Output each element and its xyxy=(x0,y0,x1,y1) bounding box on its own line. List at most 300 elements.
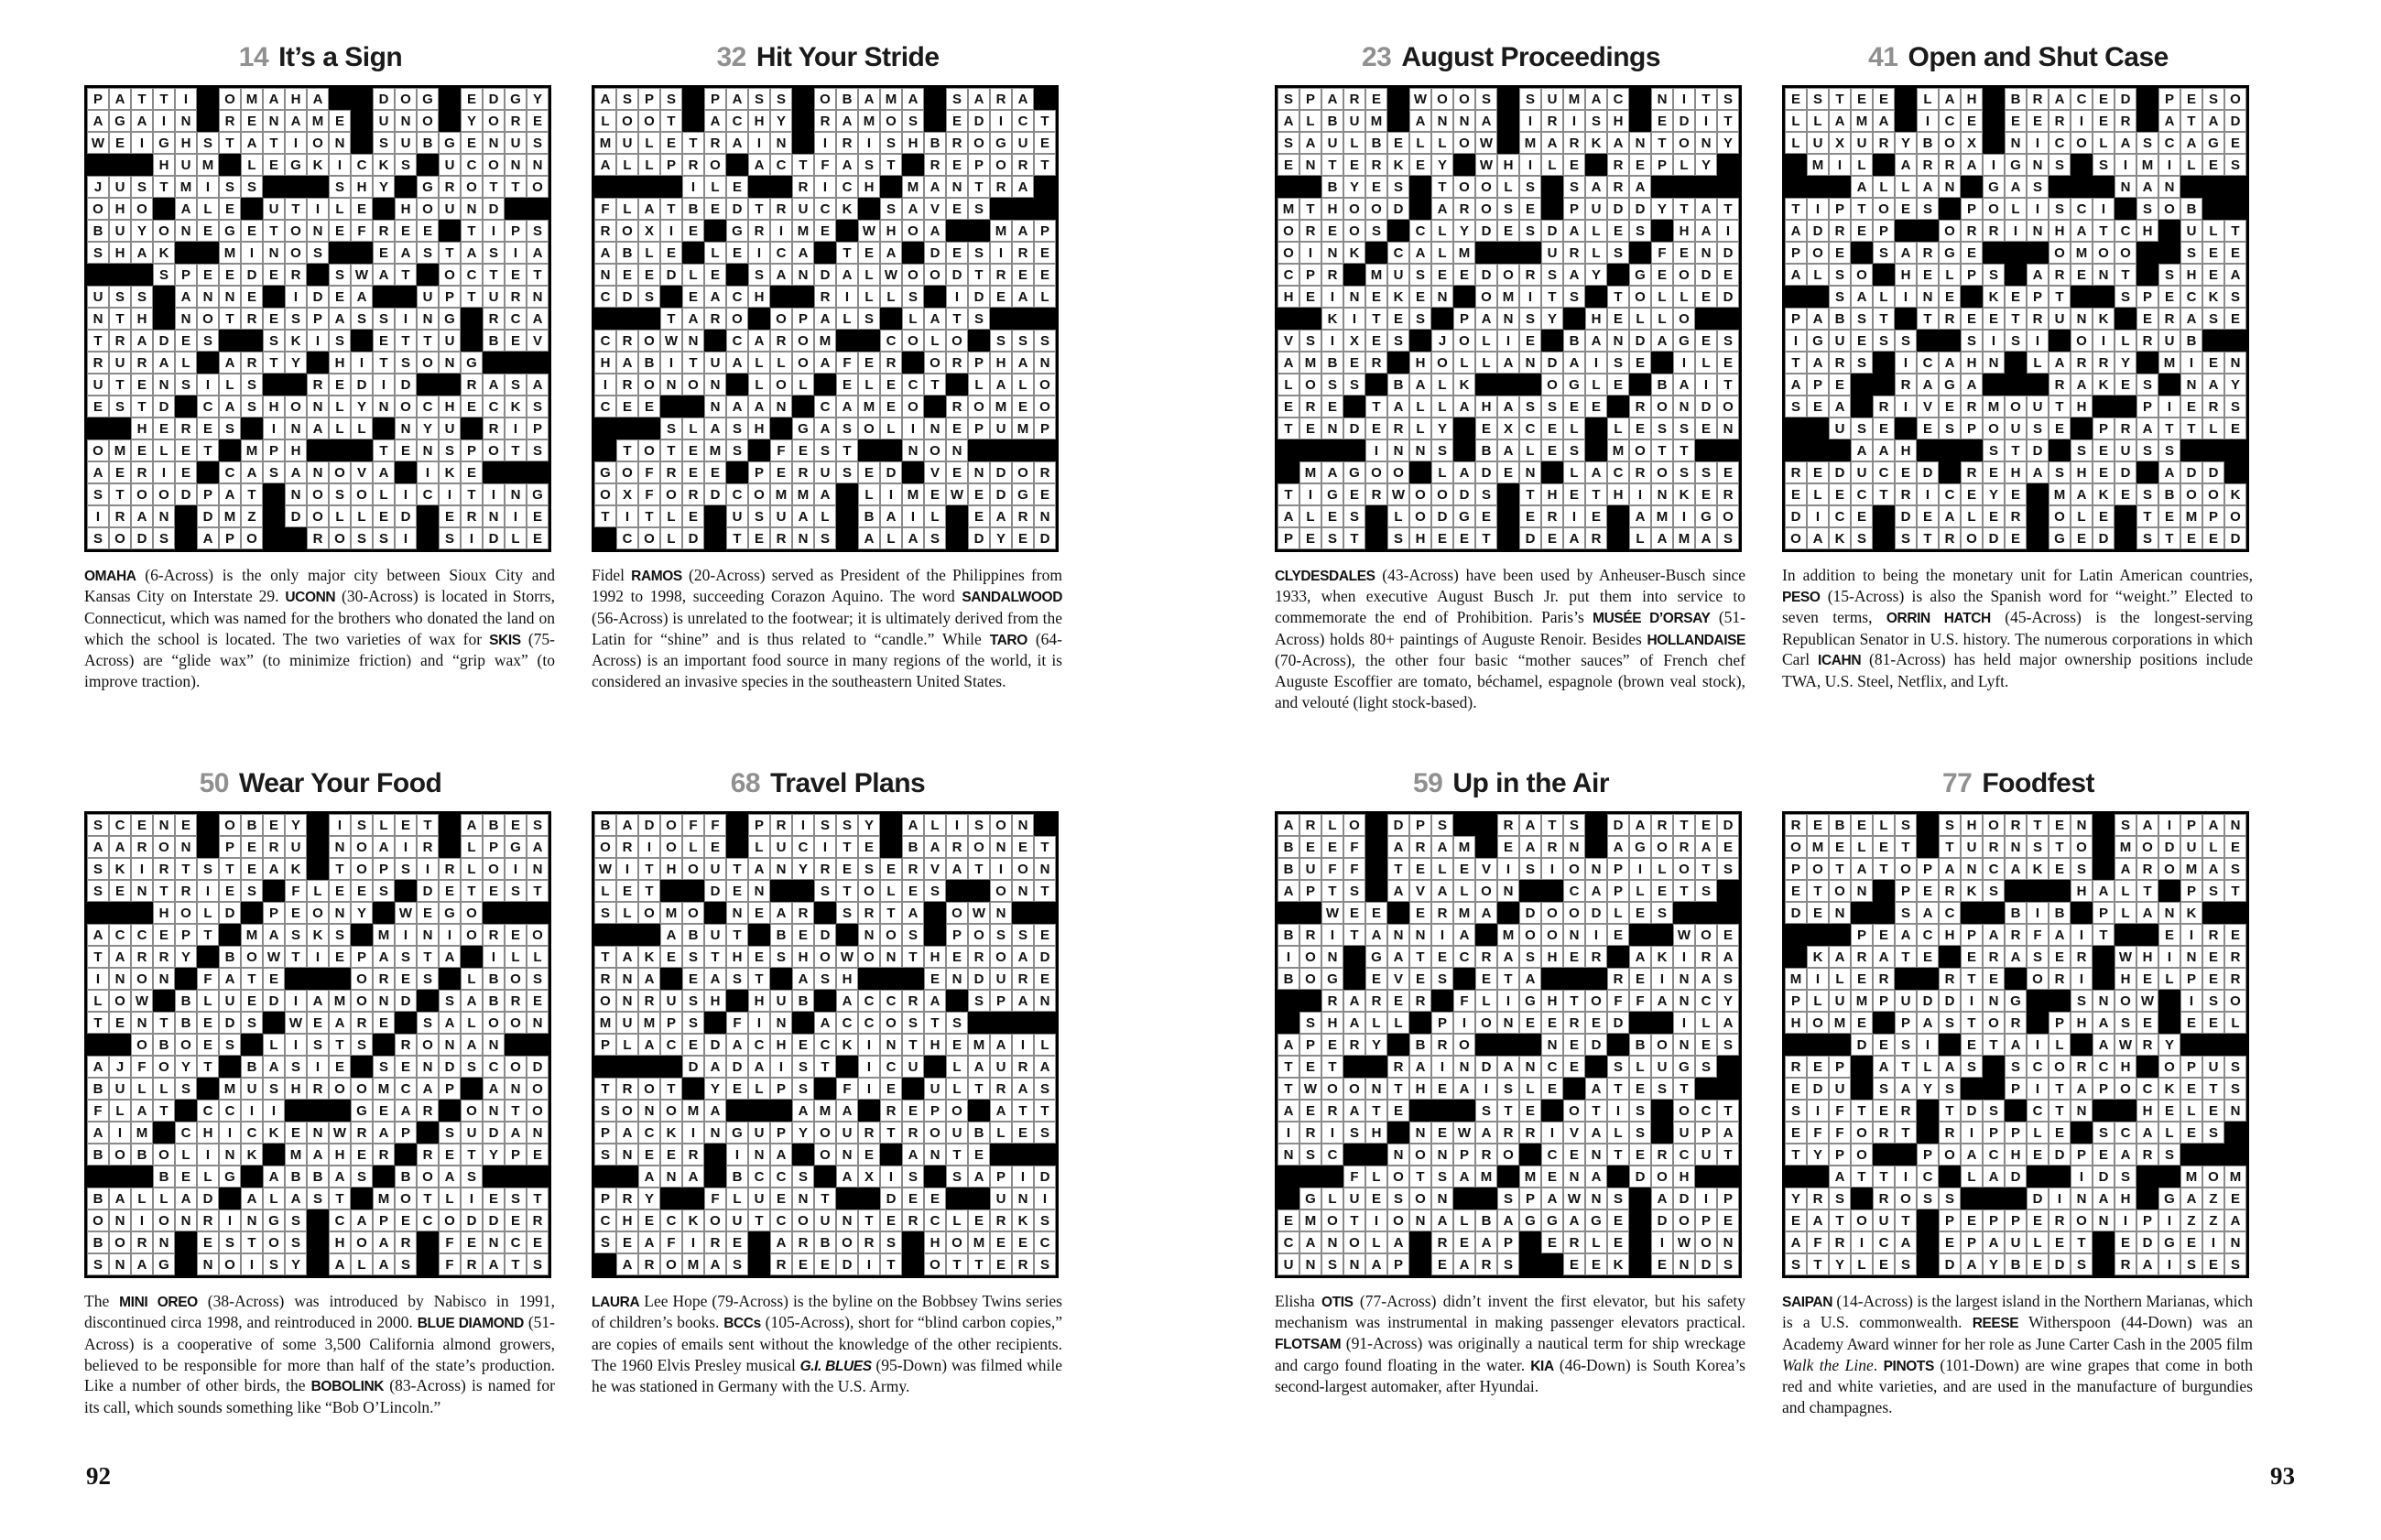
black-square xyxy=(175,505,197,527)
letter-cell: S xyxy=(241,396,263,418)
letter-cell: T xyxy=(1851,1100,1873,1122)
letter-cell: C xyxy=(858,1012,880,1034)
letter-cell: W xyxy=(660,330,682,352)
letter-cell: T xyxy=(1277,483,1299,505)
letter-cell: E xyxy=(461,132,483,154)
letter-cell: O xyxy=(1651,836,1673,858)
letter-cell: A xyxy=(1387,880,1409,902)
letter-cell: E xyxy=(329,374,351,396)
letter-cell: S xyxy=(2049,154,2071,176)
letter-cell: H xyxy=(109,198,131,220)
letter-cell: N xyxy=(153,968,175,990)
letter-cell: N xyxy=(395,110,417,132)
letter-cell: I xyxy=(836,286,858,308)
letter-cell: E xyxy=(1012,396,1034,418)
letter-cell: K xyxy=(285,858,307,880)
letter-cell: O xyxy=(616,110,638,132)
letter-cell: L xyxy=(924,505,946,527)
letter-cell: E xyxy=(2224,418,2246,439)
black-square xyxy=(1983,1056,2005,1078)
black-square xyxy=(2027,880,2049,902)
letter-cell: R xyxy=(285,264,307,286)
black-square xyxy=(1695,1166,1717,1188)
letter-cell: L xyxy=(1851,836,1873,858)
letter-cell: Y xyxy=(1343,176,1365,198)
letter-cell: O xyxy=(1563,1100,1585,1122)
letter-cell: L xyxy=(880,286,902,308)
letter-cell: E xyxy=(1629,418,1651,439)
black-square xyxy=(1785,154,1807,176)
black-square xyxy=(1277,1012,1299,1034)
letter-cell: A xyxy=(175,286,197,308)
letter-cell: F xyxy=(704,814,726,836)
black-square xyxy=(1497,505,1519,527)
letter-cell: T xyxy=(1673,439,1695,461)
black-square xyxy=(2005,264,2027,286)
letter-cell: M xyxy=(373,1188,395,1209)
letter-cell: N xyxy=(1673,1034,1695,1056)
letter-cell: Y xyxy=(285,814,307,836)
letter-cell: A xyxy=(461,990,483,1012)
letter-cell: O xyxy=(153,1209,175,1231)
black-square xyxy=(263,1144,285,1166)
letter-cell: S xyxy=(770,946,792,968)
letter-cell: O xyxy=(2115,990,2136,1012)
letter-cell: S xyxy=(1695,1056,1717,1078)
letter-cell: L xyxy=(814,505,836,527)
letter-cell: T xyxy=(439,242,461,264)
letter-cell: E xyxy=(990,286,1012,308)
letter-cell: A xyxy=(1983,924,2005,946)
letter-cell: A xyxy=(109,88,131,110)
letter-cell: H xyxy=(1541,946,1563,968)
letter-cell: O xyxy=(1939,132,1961,154)
letter-cell: O xyxy=(682,374,704,396)
letter-cell: L xyxy=(1563,418,1585,439)
letter-cell: M xyxy=(682,1100,704,1122)
letter-cell: A xyxy=(2093,1188,2115,1209)
letter-cell: T xyxy=(131,396,153,418)
black-square xyxy=(2224,439,2246,461)
letter-cell: D xyxy=(1829,461,1851,483)
letter-cell: O xyxy=(2158,198,2180,220)
letter-cell: S xyxy=(1497,1188,1519,1209)
letter-cell: A xyxy=(858,88,880,110)
letter-cell: S xyxy=(1939,1078,1961,1100)
letter-cell: E xyxy=(1851,88,1873,110)
letter-cell: T xyxy=(1034,154,1056,176)
letter-cell: M xyxy=(968,1231,990,1253)
letter-cell: F xyxy=(87,1100,109,1122)
letter-cell: I xyxy=(1673,352,1695,374)
letter-cell: B xyxy=(2005,1253,2027,1275)
black-square xyxy=(946,220,968,242)
black-square xyxy=(660,1188,682,1209)
letter-cell: I xyxy=(483,483,505,505)
black-square xyxy=(2115,198,2136,220)
letter-cell: C xyxy=(814,198,836,220)
letter-cell: U xyxy=(2202,1056,2224,1078)
letter-cell: D xyxy=(968,110,990,132)
letter-cell: A xyxy=(1034,1056,1056,1078)
letter-cell: M xyxy=(175,176,197,198)
black-square xyxy=(2224,461,2246,483)
letter-cell: T xyxy=(2136,880,2158,902)
letter-cell: D xyxy=(2115,461,2136,483)
letter-cell: O xyxy=(1673,858,1695,880)
letter-cell: O xyxy=(417,198,439,220)
letter-cell: P xyxy=(1607,880,1629,902)
letter-cell: D xyxy=(1629,198,1651,220)
black-square xyxy=(2202,1034,2224,1056)
black-square xyxy=(1873,1012,1895,1034)
letter-cell: T xyxy=(1895,836,1917,858)
letter-cell: T xyxy=(814,1056,836,1078)
letter-cell: S xyxy=(87,814,109,836)
letter-cell: I xyxy=(1651,1231,1673,1253)
letter-cell: A xyxy=(1453,924,1475,946)
letter-cell: L xyxy=(1651,286,1673,308)
letter-cell: T xyxy=(1277,1056,1299,1078)
letter-cell: D xyxy=(153,396,175,418)
letter-cell: E xyxy=(748,946,770,968)
letter-cell: S xyxy=(2136,483,2158,505)
letter-cell: F xyxy=(1807,1231,1829,1253)
black-square xyxy=(461,330,483,352)
letter-cell: T xyxy=(1585,483,1607,505)
letter-cell: C xyxy=(1917,1166,1939,1188)
letter-cell: T xyxy=(527,880,549,902)
letter-cell: O xyxy=(87,198,109,220)
letter-cell: E xyxy=(2202,242,2224,264)
letter-cell: R xyxy=(814,858,836,880)
letter-cell: T xyxy=(1895,1122,1917,1144)
letter-cell: V xyxy=(1475,858,1497,880)
letter-cell: O xyxy=(1453,1034,1475,1056)
letter-cell: A xyxy=(1387,946,1409,968)
letter-cell: C xyxy=(836,1012,858,1034)
letter-cell: C xyxy=(1387,242,1409,264)
letter-cell: O xyxy=(417,110,439,132)
letter-cell: G xyxy=(1629,264,1651,286)
letter-cell: F xyxy=(1321,858,1343,880)
letter-cell: U xyxy=(241,1078,263,1100)
letter-cell: E xyxy=(219,198,241,220)
letter-cell: N xyxy=(527,286,549,308)
black-square xyxy=(1277,308,1299,330)
letter-cell: M xyxy=(880,88,902,110)
letter-cell: S xyxy=(836,814,858,836)
letter-cell: O xyxy=(924,1253,946,1275)
letter-cell: G xyxy=(1321,968,1343,990)
letter-cell: A xyxy=(1563,220,1585,242)
letter-cell: S xyxy=(1717,330,1739,352)
black-square xyxy=(87,902,109,924)
black-square xyxy=(1409,1253,1431,1275)
letter-cell: O xyxy=(483,858,505,880)
black-square xyxy=(1717,439,1739,461)
puzzle-59 xyxy=(1275,768,1747,1445)
black-square xyxy=(2071,154,2093,176)
letter-cell: S xyxy=(858,154,880,176)
letter-cell: A xyxy=(439,1166,461,1188)
letter-cell: N xyxy=(792,527,814,549)
letter-cell: T xyxy=(1365,1100,1387,1122)
letter-cell: R xyxy=(1321,264,1343,286)
letter-cell: A xyxy=(1497,352,1519,374)
letter-cell: E xyxy=(2115,1231,2136,1253)
letter-cell: P xyxy=(1277,527,1299,549)
letter-cell: S xyxy=(2224,858,2246,880)
letter-cell: T xyxy=(2005,308,2027,330)
black-square xyxy=(792,286,814,308)
letter-cell: A xyxy=(1673,374,1695,396)
black-square xyxy=(858,968,880,990)
letter-cell: P xyxy=(1299,1034,1321,1056)
letter-cell: I xyxy=(1695,1188,1717,1209)
letter-cell: B xyxy=(483,968,505,990)
letter-cell: R xyxy=(153,946,175,968)
letter-cell: A xyxy=(1807,352,1829,374)
letter-cell: N xyxy=(307,461,329,483)
letter-cell: E xyxy=(1807,814,1829,836)
letter-cell: A xyxy=(1453,1253,1475,1275)
letter-cell: A xyxy=(1585,88,1607,110)
letter-cell: A xyxy=(373,461,395,483)
letter-cell: E xyxy=(1851,814,1873,836)
letter-cell: G xyxy=(726,1122,748,1144)
letter-cell: E xyxy=(2158,924,2180,946)
letter-cell: S xyxy=(858,308,880,330)
letter-cell: H xyxy=(329,1231,351,1253)
letter-cell: O xyxy=(1673,132,1695,154)
black-square xyxy=(263,880,285,902)
letter-cell: O xyxy=(2115,242,2136,264)
puzzle-trivia-caption: OMAHA (6-Across) is the only major city between Sioux City and Kansas City on Interstate 29. UCONN (30-Across) is located in Storrs, Connecticut, which was named for the brothers who donated the land on which the school is located. The two varieties of wax for SKIS (75-Across) are “glide wax” (to minimize friction) and “grip wax” (to improve traction). xyxy=(84,566,555,690)
black-square xyxy=(1829,1034,1851,1056)
letter-cell: M xyxy=(1012,418,1034,439)
letter-cell: I xyxy=(1785,330,1807,352)
letter-cell: N xyxy=(946,176,968,198)
black-square xyxy=(1695,308,1717,330)
letter-cell: S xyxy=(527,1253,549,1275)
black-square xyxy=(2005,352,2027,374)
letter-cell: L xyxy=(2027,352,2049,374)
letter-cell: O xyxy=(1343,220,1365,242)
letter-cell: L xyxy=(638,242,660,264)
letter-cell: M xyxy=(2224,1166,2246,1188)
letter-cell: R xyxy=(1585,946,1607,968)
letter-cell: D xyxy=(1541,220,1563,242)
letter-cell: L xyxy=(1431,132,1453,154)
letter-cell: I xyxy=(1321,286,1343,308)
letter-cell: S xyxy=(373,1056,395,1078)
letter-cell: N xyxy=(836,1209,858,1231)
letter-cell: T xyxy=(373,352,395,374)
letter-cell: S xyxy=(1785,1253,1807,1275)
letter-cell: S xyxy=(1475,88,1497,110)
letter-cell: S xyxy=(351,814,373,836)
letter-cell: S xyxy=(1651,1078,1673,1100)
letter-cell: A xyxy=(175,1188,197,1209)
letter-cell: F xyxy=(1629,990,1651,1012)
letter-cell: E xyxy=(1607,374,1629,396)
black-square xyxy=(2093,1231,2115,1253)
black-square xyxy=(704,1012,726,1034)
letter-cell: I xyxy=(505,858,527,880)
letter-cell: L xyxy=(461,836,483,858)
letter-cell: F xyxy=(1829,1100,1851,1122)
letter-cell: E xyxy=(946,242,968,264)
letter-cell: J xyxy=(1431,330,1453,352)
black-square xyxy=(968,1188,990,1209)
letter-cell: L xyxy=(1453,880,1475,902)
letter-cell: B xyxy=(175,990,197,1012)
letter-cell: T xyxy=(968,264,990,286)
letter-cell: E xyxy=(2005,527,2027,549)
letter-cell: N xyxy=(1829,902,1851,924)
letter-cell: A xyxy=(792,968,814,990)
book-page-right xyxy=(1190,0,2381,1540)
letter-cell: D xyxy=(1807,1078,1829,1100)
letter-cell: R xyxy=(439,176,461,198)
black-square xyxy=(1497,902,1519,924)
letter-cell: T xyxy=(1673,198,1695,220)
letter-cell: L xyxy=(109,1100,131,1122)
letter-cell: G xyxy=(263,1209,285,1231)
letter-cell: S xyxy=(902,110,924,132)
letter-cell: E xyxy=(1277,154,1299,176)
letter-cell: I xyxy=(285,286,307,308)
letter-cell: A xyxy=(285,110,307,132)
letter-cell: U xyxy=(2180,836,2202,858)
letter-cell: T xyxy=(836,880,858,902)
letter-cell: P xyxy=(1785,858,1807,880)
letter-cell: O xyxy=(946,330,968,352)
letter-cell: R xyxy=(1939,154,1961,176)
letter-cell: C xyxy=(1939,902,1961,924)
letter-cell: E xyxy=(1343,154,1365,176)
letter-cell: P xyxy=(1563,198,1585,220)
letter-cell: K xyxy=(1807,946,1829,968)
black-square xyxy=(1851,242,1873,264)
letter-cell: T xyxy=(1034,1100,1056,1122)
letter-cell: S xyxy=(1387,330,1409,352)
letter-cell: A xyxy=(131,330,153,352)
black-square xyxy=(241,418,263,439)
black-square xyxy=(594,176,616,198)
letter-cell: A xyxy=(263,88,285,110)
black-square xyxy=(395,286,417,308)
letter-cell: L xyxy=(2180,154,2202,176)
letter-cell: S xyxy=(241,374,263,396)
letter-cell: E xyxy=(175,330,197,352)
letter-cell: F xyxy=(197,968,219,990)
letter-cell: A xyxy=(1851,176,1873,198)
black-square xyxy=(814,1166,836,1188)
letter-cell: A xyxy=(1829,396,1851,418)
letter-cell: T xyxy=(2115,264,2136,286)
black-square xyxy=(153,198,175,220)
letter-cell: B xyxy=(814,1231,836,1253)
letter-cell: L xyxy=(946,1056,968,1078)
letter-cell: O xyxy=(792,352,814,374)
letter-cell: E xyxy=(968,1209,990,1231)
letter-cell: G xyxy=(285,154,307,176)
black-square xyxy=(1299,990,1321,1012)
letter-cell: I xyxy=(1917,483,1939,505)
letter-cell: L xyxy=(2115,330,2136,352)
letter-cell: E xyxy=(263,264,285,286)
black-square xyxy=(197,836,219,858)
letter-cell: S xyxy=(814,814,836,836)
black-square xyxy=(2005,1188,2027,1209)
letter-cell: D xyxy=(483,88,505,110)
letter-cell: T xyxy=(1829,1209,1851,1231)
black-square xyxy=(2115,924,2136,946)
letter-cell: I xyxy=(858,1056,880,1078)
black-square xyxy=(329,968,351,990)
letter-cell: E xyxy=(1651,264,1673,286)
black-square xyxy=(1453,814,1475,836)
letter-cell: O xyxy=(660,1253,682,1275)
letter-cell: D xyxy=(2005,1166,2027,1188)
black-square xyxy=(87,1166,109,1188)
letter-cell: S xyxy=(2093,1122,2115,1144)
letter-cell: A xyxy=(461,242,483,264)
letter-cell: T xyxy=(1673,1078,1695,1100)
black-square xyxy=(924,396,946,418)
letter-cell: I xyxy=(483,946,505,968)
letter-cell: D xyxy=(1695,396,1717,418)
letter-cell: S xyxy=(329,483,351,505)
letter-cell: G xyxy=(990,132,1012,154)
letter-cell: B xyxy=(1387,374,1409,396)
letter-cell: E xyxy=(968,483,990,505)
letter-cell: P xyxy=(2027,286,2049,308)
letter-cell: E xyxy=(2115,483,2136,505)
black-square xyxy=(1651,220,1673,242)
letter-cell: S xyxy=(351,1034,373,1056)
letter-cell: W xyxy=(2115,946,2136,968)
letter-cell: R xyxy=(1299,220,1321,242)
letter-cell: D xyxy=(836,1253,858,1275)
black-square xyxy=(1497,110,1519,132)
letter-cell: R xyxy=(395,1034,417,1056)
black-square xyxy=(1917,1231,1939,1253)
letter-cell: S xyxy=(1717,88,1739,110)
letter-cell: R xyxy=(1673,836,1695,858)
letter-cell: N xyxy=(1917,286,1939,308)
letter-cell: A xyxy=(1563,264,1585,286)
letter-cell: S xyxy=(527,814,549,836)
letter-cell: A xyxy=(1895,1078,1917,1100)
letter-cell: U xyxy=(990,1056,1012,1078)
letter-cell: P xyxy=(1034,418,1056,439)
letter-cell: D xyxy=(175,483,197,505)
letter-cell: U xyxy=(461,1122,483,1144)
letter-cell: D xyxy=(2224,110,2246,132)
black-square xyxy=(1475,1188,1497,1209)
letter-cell: A xyxy=(131,1100,153,1122)
letter-cell: T xyxy=(748,198,770,220)
letter-cell: U xyxy=(990,418,1012,439)
letter-cell: L xyxy=(1807,990,1829,1012)
letter-cell: A xyxy=(1497,1209,1519,1231)
letter-cell: I xyxy=(1519,286,1541,308)
letter-cell: H xyxy=(1321,198,1343,220)
letter-cell: P xyxy=(373,1209,395,1231)
